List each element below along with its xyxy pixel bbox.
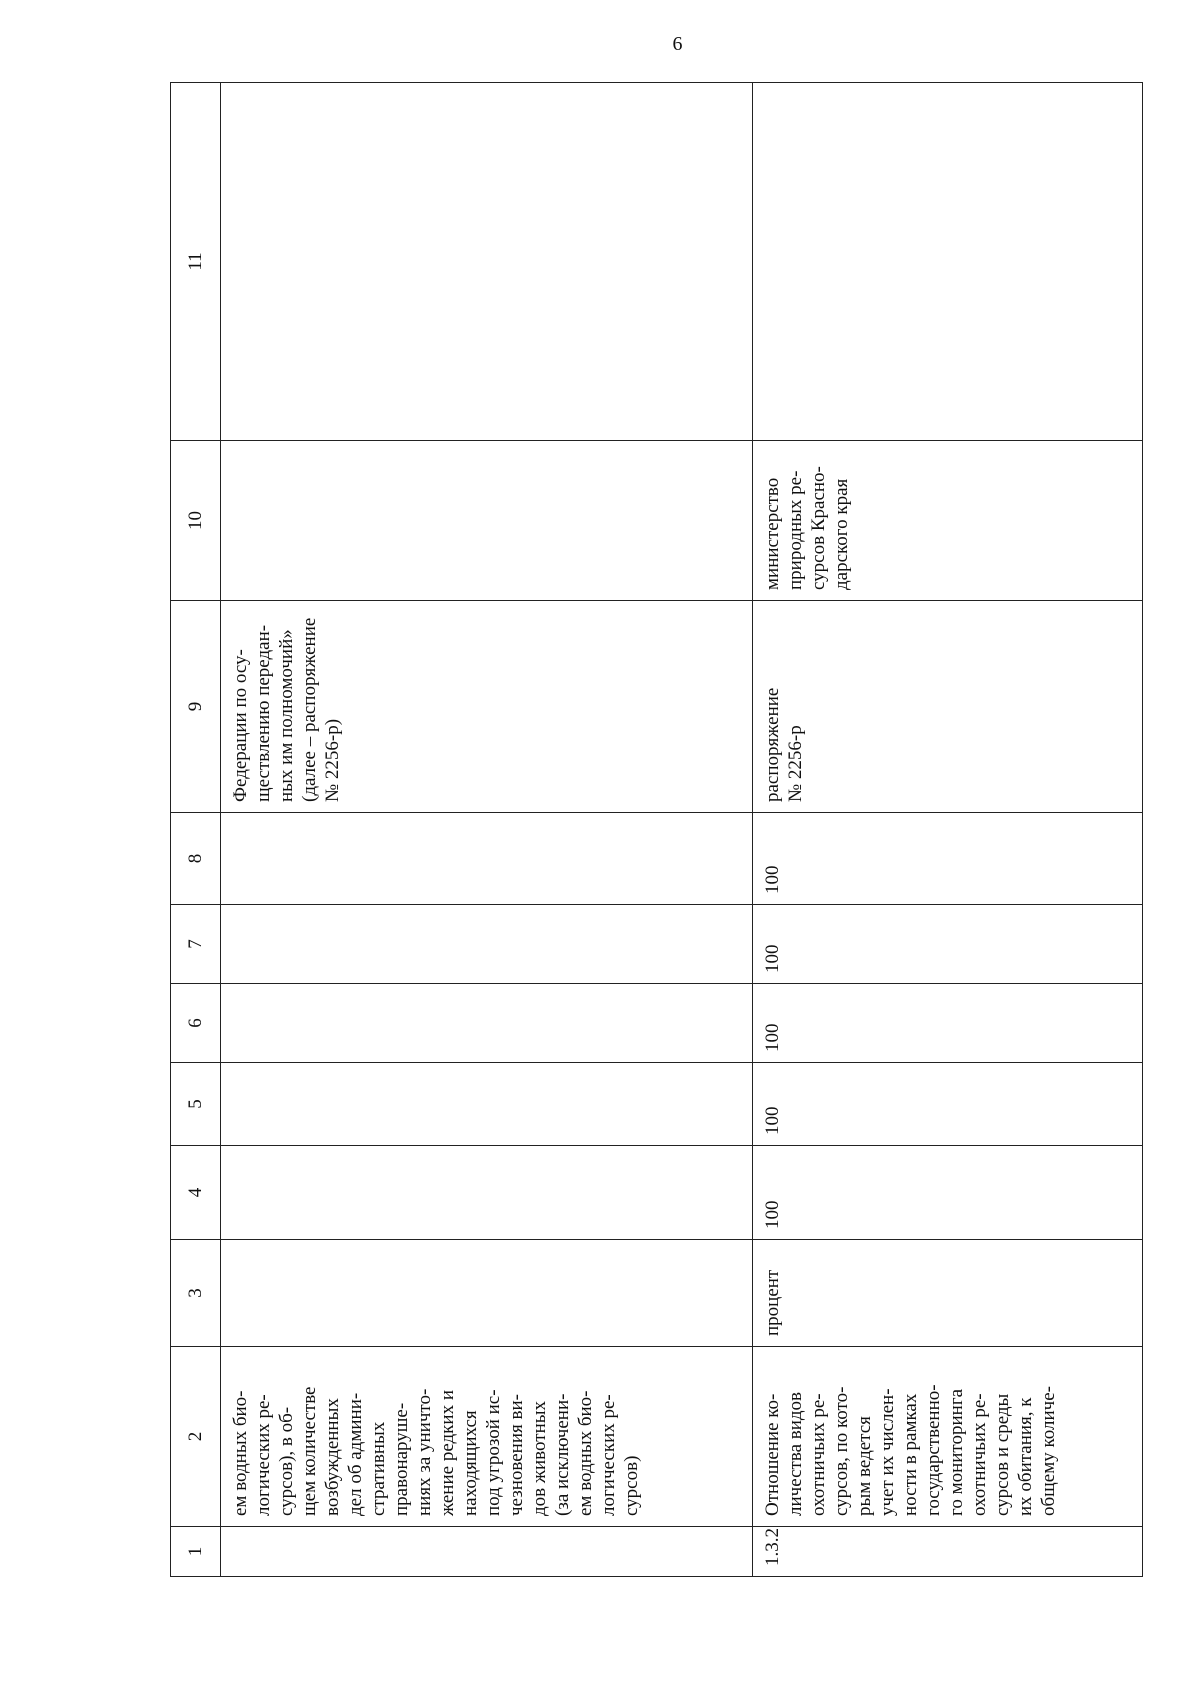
column-header: 3	[171, 1240, 221, 1347]
table-cell	[221, 441, 753, 601]
table-cell: процент	[753, 1240, 1143, 1347]
table-cell	[221, 813, 753, 905]
table-cell	[221, 83, 753, 441]
table-cell	[221, 984, 753, 1063]
column-header: 11	[171, 83, 221, 441]
table-cell: 1.3.2	[753, 1527, 1143, 1577]
table-cell: ем водных био- логических ре- сурсов), в об- щем количестве возбужденных дел об админи- стративных правонаруше- ниях за уничто- жение редких и находящихся под угрозой ис- чезновения ви- дов животных (за исключени- ем водных био- логических ре- сурсов)	[221, 1347, 753, 1527]
table-cell: Федерации по осу- ществлению передан- ных им полномочий» (далее – распоряжение № 2256-р)	[221, 601, 753, 813]
column-header: 7	[171, 905, 221, 984]
column-header: 4	[171, 1146, 221, 1240]
column-header: 8	[171, 813, 221, 905]
column-header: 10	[171, 441, 221, 601]
table-cell	[221, 1527, 753, 1577]
table-row	[753, 83, 1143, 1577]
table-cell	[221, 905, 753, 984]
table-cell	[221, 1240, 753, 1347]
indicator-table	[170, 82, 1143, 1577]
rotated-table-wrapper	[170, 83, 1142, 1577]
table-header-row	[171, 83, 221, 1577]
table-cell: 100	[753, 1063, 1143, 1146]
table-cell: 100	[753, 905, 1143, 984]
table-cell: 100	[753, 984, 1143, 1063]
column-header: 2	[171, 1347, 221, 1527]
table-row	[221, 83, 753, 1577]
column-header: 9	[171, 601, 221, 813]
column-header: 1	[171, 1527, 221, 1577]
column-header: 6	[171, 984, 221, 1063]
page-number: 6	[672, 33, 683, 55]
table-cell: министерство природных ре- сурсов Красно- дарского края	[753, 441, 1143, 601]
table-cell: 100	[753, 1146, 1143, 1240]
table-cell	[753, 83, 1143, 441]
column-header: 5	[171, 1063, 221, 1146]
table-cell: 100	[753, 813, 1143, 905]
table-cell: Отношение ко- личества видов охотничьих ре- сурсов, по кото- рым ведется учет их числен- ности в рамках государственно- го мониторинга охотничьих ре- сурсов и среды их обитания, к общему количе-	[753, 1347, 1143, 1527]
table-cell	[221, 1146, 753, 1240]
table-cell: распоряжение № 2256-р	[753, 601, 1143, 813]
table-cell	[221, 1063, 753, 1146]
